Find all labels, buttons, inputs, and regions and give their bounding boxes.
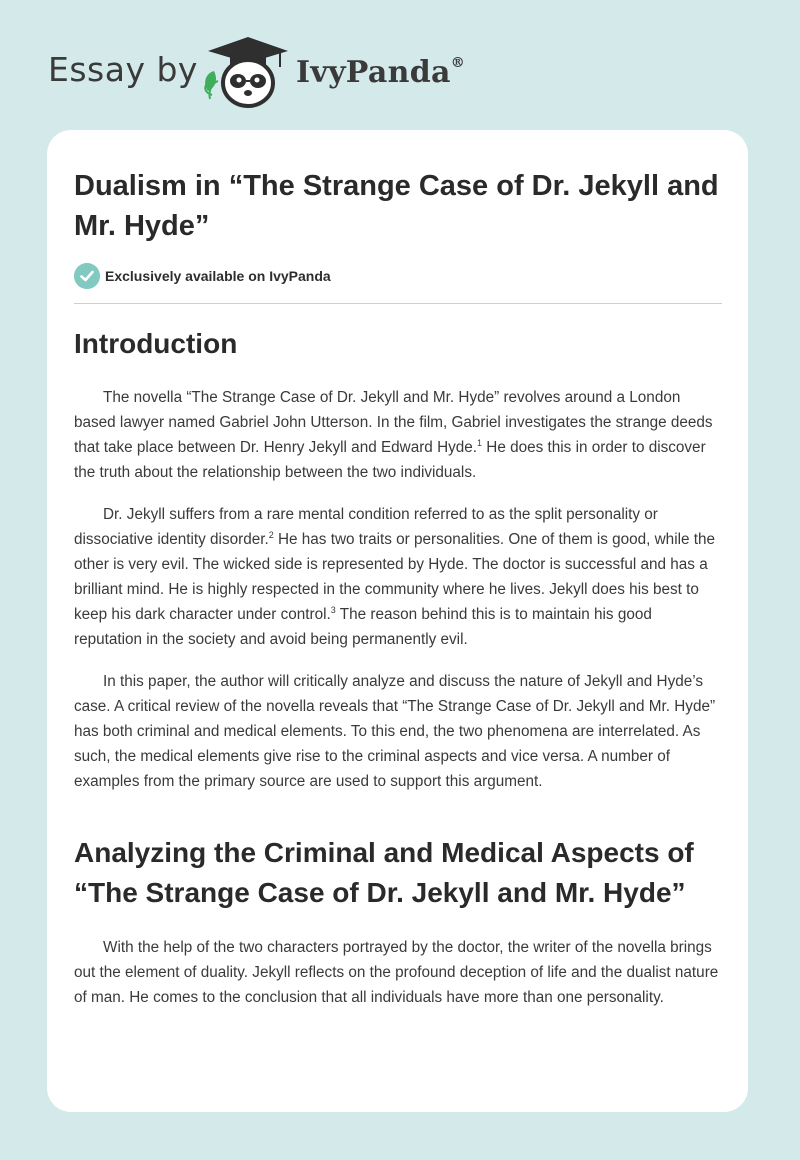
- badge-text: Exclusively available on IvyPanda: [105, 268, 331, 284]
- section-heading-analyzing: Analyzing the Criminal and Medical Aspects of “The Strange Case of Dr. Jekyll and Mr. Hyde”: [74, 837, 694, 908]
- essay-card: [47, 130, 748, 1112]
- brand-name[interactable]: IvyPanda®: [296, 55, 466, 90]
- footnote-ref[interactable]: 2: [268, 529, 274, 540]
- paragraph: The novella “The Strange Case of Dr. Jekyll and Mr. Hyde” revolves around a London based lawyer named Gabriel John Utterson. In the film, Gabriel investigates the strange deeds that take place between Dr. Henry Jekyll and Edward Hyde.$^1$ He does this in order to discover the truth about the relationship between the two individuals.: [74, 389, 713, 481]
- registered-mark: ®: [450, 55, 466, 71]
- site-header: [0, 0, 800, 120]
- footnote-ref[interactable]: 1: [477, 437, 483, 448]
- section-heading-introduction: Introduction: [74, 328, 238, 359]
- paragraph: With the help of the two characters portrayed by the doctor, the writer of the novella brings out the element of duality. Jekyll reflects on the profound deception of life and the dualist nature of man. He comes to the conclusion that all individuals have more than one personality.: [74, 939, 719, 1006]
- footnote-ref[interactable]: 3: [330, 604, 336, 615]
- essay-title: Dualism in “The Strange Case of Dr. Jekyll and Mr. Hyde”: [74, 170, 719, 242]
- check-circle-icon: [74, 263, 100, 289]
- divider: [74, 303, 722, 304]
- paragraph: Dr. Jekyll suffers from a rare mental condition referred to as the split personality or dissociative identity disorder.$^2$ He has two traits or personalities. One of them is good, while the other is very evil. The wicked side is represented by Hyde. The doctor is successful and has a brilliant mind. He is highly respected in the community where he lives. Jekyll does his best to keep his dark character under control.$^3$ The reason behind this is to maintain his good reputation in the society and avoid being permanently evil.: [74, 506, 716, 648]
- paragraph: In this paper, the author will critically analyze and discuss the nature of Jekyll and Hyde’s case. A critical review of the novella reveals that “The Strange Case of Dr. Jekyll and Mr. Hyde” has both criminal and medical elements. To this end, the two phenomena are interrelated. As such, the medical elements give rise to the criminal aspects and vice versa. A number of examples from the primary source are used to support this argument.: [74, 673, 716, 790]
- essay-by-label: Essay by: [48, 50, 198, 89]
- panda-graduate-icon[interactable]: [200, 33, 296, 111]
